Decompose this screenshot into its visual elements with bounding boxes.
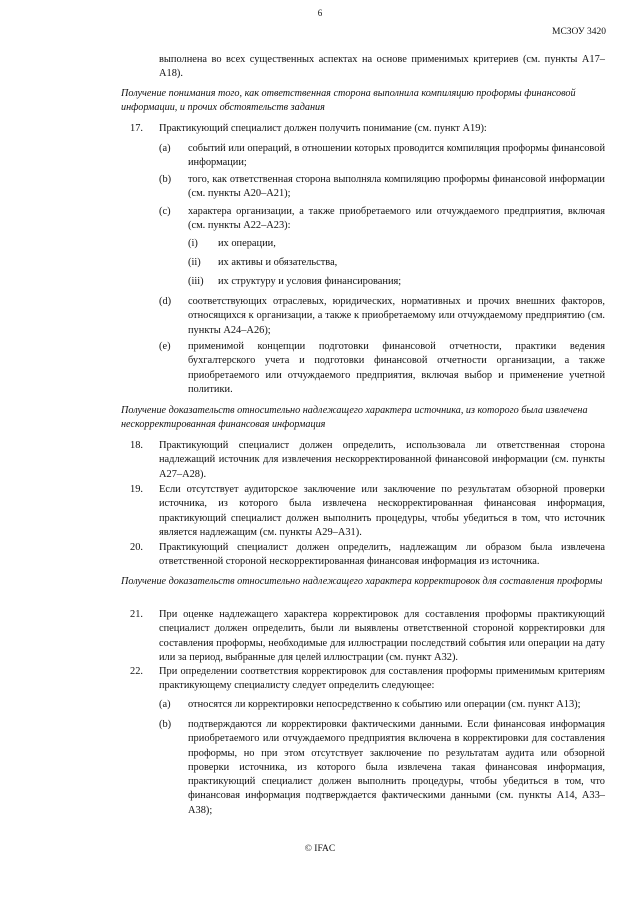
section-heading-understanding: Получение понимания того, как ответственная сторона выполнила компиляцию проформы финансовой информации, и прочих обстоятельств задания bbox=[121, 88, 576, 113]
item-label-22b: (b) bbox=[159, 719, 172, 730]
subitem-label-iii: (iii) bbox=[188, 276, 204, 287]
paragraph-20-text: Практикующий специалист должен определить, надлежащим ли образом была извлечена ответственной стороной нескорректированная финансовая информация из источника. bbox=[159, 542, 605, 568]
intro-continuation: выполнена во всех существенных аспектах на основе применимых критериев (см. пункты A17–A18). bbox=[159, 54, 605, 80]
paragraph-17-text: Практикующий специалист должен получить понимание (см. пункт A19): bbox=[159, 123, 487, 134]
paragraph-number-22: 22. bbox=[130, 666, 143, 677]
paragraph-number-20: 20. bbox=[130, 542, 143, 553]
item-label-17b: (b) bbox=[159, 174, 172, 185]
document-id: МСЗОУ 3420 bbox=[552, 27, 606, 37]
paragraph-number-21: 21. bbox=[130, 609, 143, 620]
paragraph-18-text: Практикующий специалист должен определить, использовала ли ответственная сторона надлежащий источник для извлечения нескорректированной финансовой информации (см. пункты A27–A28). bbox=[159, 440, 605, 480]
subitem-label-ii: (ii) bbox=[188, 257, 201, 268]
paragraph-number-18: 18. bbox=[130, 440, 143, 451]
item-label-17e: (e) bbox=[159, 341, 171, 352]
subitem-iii-text: их структуру и условия финансирования; bbox=[218, 276, 402, 287]
item-17c-text: характера организации, а также приобретаемого или отчуждаемого предприятия, включая (см. пункты A22–A23): bbox=[188, 206, 605, 232]
footer-copyright: © IFAC bbox=[304, 844, 336, 854]
subitem-label-i: (i) bbox=[188, 238, 198, 249]
item-label-17d: (d) bbox=[159, 296, 172, 307]
item-17b-text: того, как ответственная сторона выполняла компиляцию проформы финансовой информации (см. пункты A20–A21); bbox=[188, 174, 605, 200]
section-heading-source: Получение доказательств относительно надлежащего характера источника, из которого была извлечена нескорректированная финансовая информация bbox=[121, 405, 588, 430]
item-label-17c: (c) bbox=[159, 206, 171, 217]
item-17d-text: соответствующих отраслевых, юридических, нормативных и прочих внешних факторов, относящихся к организации, а также к приобретаемому или отчуждаемому предприятию (см. пункты A24–A26); bbox=[188, 296, 605, 336]
paragraph-21-text: При оценке надлежащего характера корректировок для составления проформы практикующий специалист должен определить, были ли выявлены ответственной стороной корректировки для составления проформы, необходимые для иллюстрации последствий события или операции на дату или за период, выбранные для целей иллюстрации (см. пункт A32). bbox=[159, 609, 605, 663]
paragraph-19-text: Если отсутствует аудиторское заключение или заключение по результатам обзорной проверки источника, из которого была извлечена нескорректированная финансовая информация, практикующий специалист должен выполнить процедуры, чтобы убедиться в том, что источник является надлежащим (см. пункты A29–A31). bbox=[159, 484, 605, 538]
paragraph-number-19: 19. bbox=[130, 484, 143, 495]
item-22a-text: относятся ли корректировки непосредственно к событию или операции (см. пункт A13); bbox=[188, 699, 581, 710]
item-22b-text: подтверждаются ли корректировки фактическими данными. Если финансовая информация приобретаемого или отчуждаемого предприятия включена в корректировки для составления проформы, но при этом отсутствует заключение по результатам аудита или обзорной проверки источника, из которого была извлечена такая финансовая информация, практикующий специалист должен выполнить процедуры, чтобы убедиться в том, что финансовая информация подтверждается фактическими данными (см. пункты A14, A33–A38); bbox=[188, 719, 605, 816]
paragraph-22-text: При определении соответствия корректировок для составления проформы применимым критериям практикующему специалисту следует определить следующее: bbox=[159, 666, 605, 692]
section-heading-adjustments: Получение доказательств относительно надлежащего характера корректировок для составления проформы bbox=[121, 576, 603, 587]
item-label-17a: (a) bbox=[159, 143, 171, 154]
paragraph-number-17: 17. bbox=[130, 123, 143, 134]
item-17a-text: событий или операций, в отношении которых проводится компиляция проформы финансовой информации; bbox=[188, 143, 605, 169]
subitem-i-text: их операции, bbox=[218, 238, 276, 249]
item-label-22a: (a) bbox=[159, 699, 171, 710]
subitem-ii-text: их активы и обязательства, bbox=[218, 257, 338, 268]
page-number: 6 bbox=[317, 8, 323, 18]
item-17e-text: применимой концепции подготовки финансовой отчетности, практики ведения бухгалтерского учета и подготовки финансовой отчетности организации, а также приобретаемого или отчуждаемого предприятия, включая выбор и применение учетной политики. bbox=[188, 341, 605, 395]
